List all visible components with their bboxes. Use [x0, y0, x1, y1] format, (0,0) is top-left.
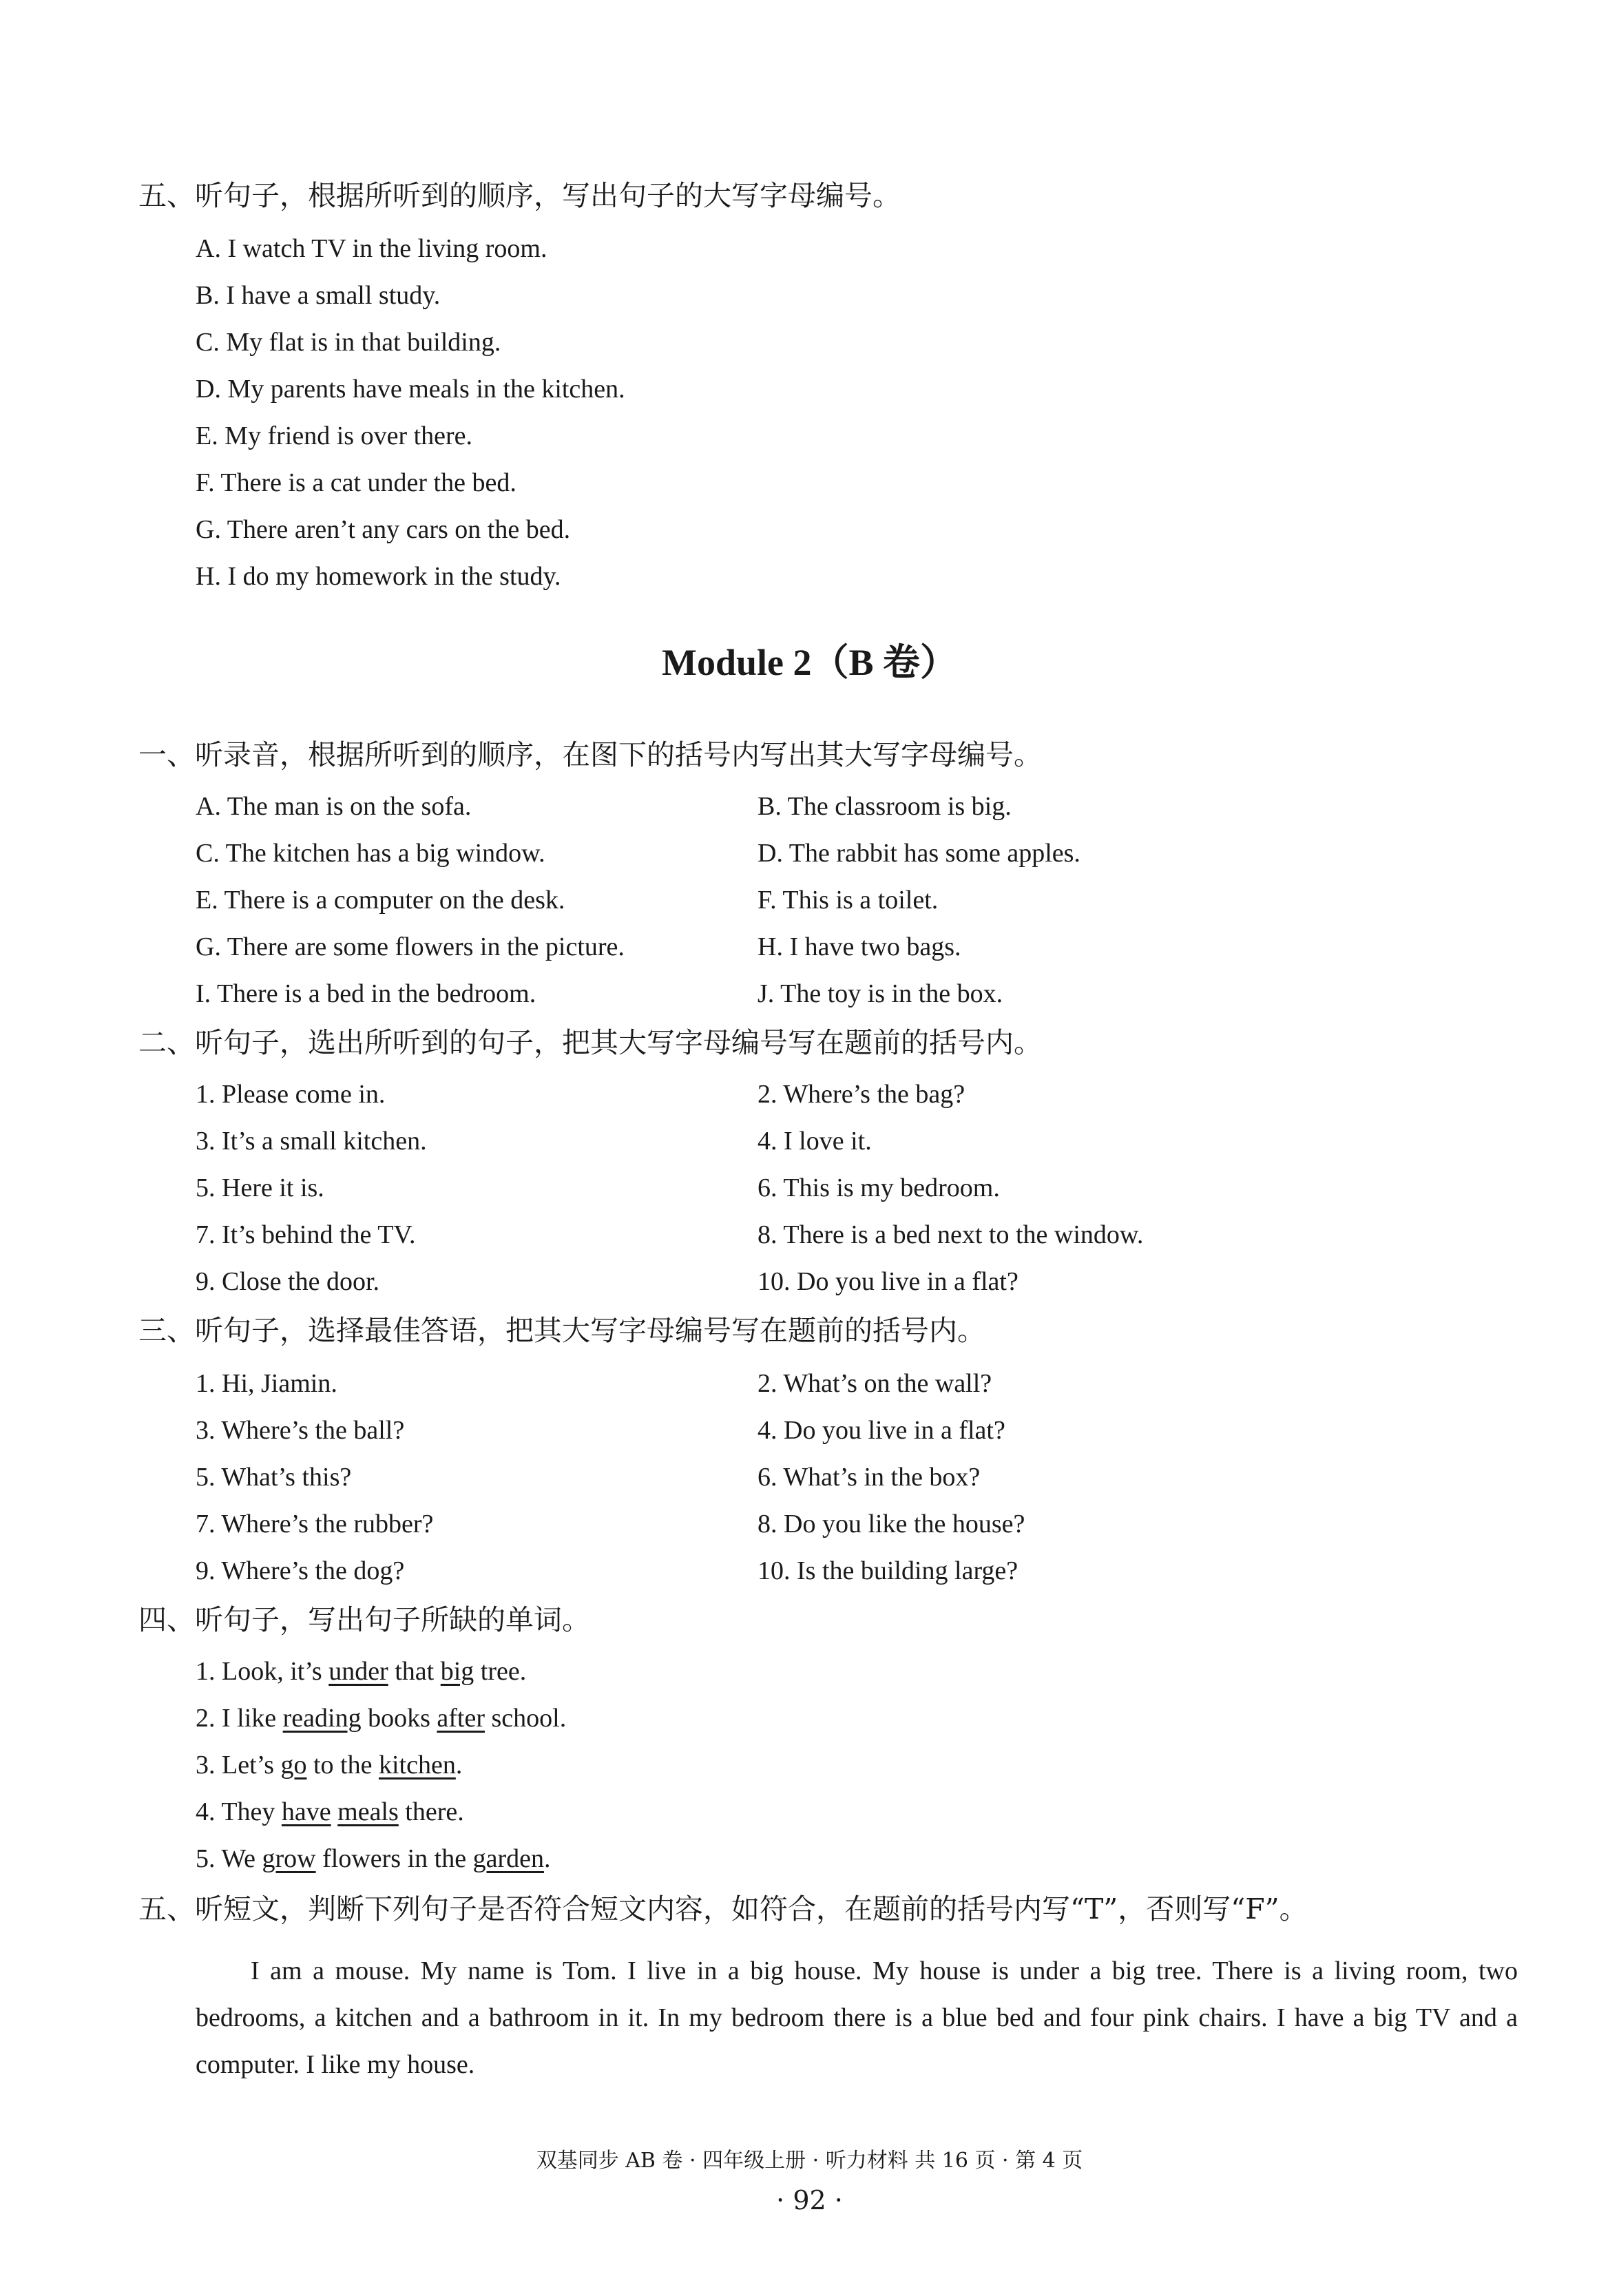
sentence-text: 5. We [196, 1844, 262, 1873]
list-item: J. The toy is in the box. [758, 979, 1003, 1008]
list-item: 8. There is a bed next to the window. [758, 1220, 1144, 1249]
filled-blank: after [437, 1704, 485, 1733]
section-heading-5a: 五、听句子，根据所听到的顺序，写出句子的大写字母编号。 [138, 179, 901, 212]
list-item: I. There is a bed in the bedroom. [196, 979, 536, 1008]
list-item: F. There is a cat under the bed. [196, 468, 516, 497]
filled-blank: garden [472, 1844, 544, 1873]
list-item: D. The rabbit has some apples. [758, 839, 1080, 868]
list-item: 5. Here it is. [196, 1173, 324, 1202]
page-number: · 92 · [776, 2185, 843, 2215]
sentence-text: tree. [474, 1657, 527, 1686]
list-item: 2. What’s on the wall? [758, 1369, 992, 1398]
list-item: 4. I love it. [758, 1127, 872, 1156]
list-item: 10. Do you live in a flat? [758, 1267, 1019, 1296]
list-item: 9. Close the door. [196, 1267, 380, 1296]
list-item: B. The classroom is big. [758, 792, 1012, 821]
filled-blank: under [328, 1657, 388, 1686]
list-item: G. There aren’t any cars on the bed. [196, 515, 571, 544]
sentence-text: there. [398, 1797, 464, 1826]
section-heading-5b: 五、听短文，判断下列句子是否符合短文内容，如符合，在题前的括号内写“T”，否则写“F”。 [138, 1892, 1308, 1925]
list-item: 5. What’s this? [196, 1463, 352, 1492]
list-item: A. I watch TV in the living room. [196, 234, 547, 263]
list-item [196, 1654, 526, 1689]
sentence-text: 4. They [196, 1797, 282, 1826]
list-item [196, 1841, 550, 1876]
list-item: 7. It’s behind the TV. [196, 1220, 416, 1249]
list-item: F. This is a toilet. [758, 886, 939, 915]
section-heading-1: 一、听录音，根据所听到的顺序，在图下的括号内写出其大写字母编号。 [138, 738, 1042, 771]
sentence-text [331, 1797, 338, 1826]
sentence-text: to the [306, 1751, 379, 1780]
list-item: 6. This is my bedroom. [758, 1173, 1000, 1202]
sentence-text: 1. Look, it’s [196, 1657, 329, 1686]
list-item: 1. Hi, Jiamin. [196, 1369, 337, 1398]
list-item: 8. Do you like the house? [758, 1510, 1025, 1538]
list-item: D. My parents have meals in the kitchen. [196, 375, 625, 404]
list-item: C. My flat is in that building. [196, 328, 501, 357]
list-item: G. There are some flowers in the picture. [196, 932, 625, 961]
list-item: 7. Where’s the rubber? [196, 1510, 434, 1538]
sentence-text: that [388, 1657, 441, 1686]
list-item: E. There is a computer on the desk. [196, 886, 565, 915]
list-item: 6. What’s in the box? [758, 1463, 981, 1492]
filled-blank: meals [337, 1797, 399, 1826]
list-item: H. I do my homework in the study. [196, 562, 561, 591]
section-heading-4: 四、听句子，写出句子所缺的单词。 [138, 1603, 590, 1636]
list-item: E. My friend is over there. [196, 421, 473, 450]
sentence-text: . [543, 1844, 551, 1873]
filled-blank: go [280, 1751, 307, 1780]
sentence-text: books [361, 1704, 437, 1733]
sentence-text: 2. I like [196, 1704, 283, 1733]
filled-blank: big [440, 1657, 474, 1686]
section-heading-3: 三、听句子，选择最佳答语，把其大写字母编号写在题前的括号内。 [138, 1314, 985, 1347]
filled-blank: have [281, 1797, 331, 1826]
section-heading-2: 二、听句子，选出所听到的句子，把其大写字母编号写在题前的括号内。 [138, 1026, 1042, 1059]
list-item: 4. Do you live in a flat? [758, 1416, 1005, 1445]
sentence-text: school. [485, 1704, 567, 1733]
page-footer: 双基同步 AB 卷 · 四年级上册 · 听力材料 共 16 页 · 第 4 页 [536, 2149, 1083, 2173]
list-item: 10. Is the building large? [758, 1556, 1019, 1585]
filled-blank: kitchen [378, 1751, 456, 1780]
passage-paragraph: I am a mouse. My name is Tom. I live in a big house. My house is under a big tree. There is a living room, two bedrooms, a kitchen and a bathroom in it. In my bedroom there is a blue bed and four pink chairs. I have a big TV and a computer. I like my house. [196, 1956, 1518, 2079]
list-item: 9. Where’s the dog? [196, 1556, 405, 1585]
list-item [196, 1701, 566, 1735]
list-item: H. I have two bags. [758, 932, 961, 961]
filled-blank: reading [282, 1704, 362, 1733]
sentence-text: flowers in the [315, 1844, 473, 1873]
list-item [196, 1748, 462, 1782]
list-item: A. The man is on the sofa. [196, 792, 472, 821]
sentence-text: 3. Let’s [196, 1751, 281, 1780]
sentence-text: . [455, 1751, 463, 1780]
module-title: Module 2（B 卷） [661, 642, 958, 683]
list-item: 1. Please come in. [196, 1080, 386, 1109]
list-item: B. I have a small study. [196, 281, 441, 310]
list-item: 3. It’s a small kitchen. [196, 1127, 427, 1156]
list-item: 2. Where’s the bag? [758, 1080, 965, 1109]
list-item: 3. Where’s the ball? [196, 1416, 405, 1445]
list-item: C. The kitchen has a big window. [196, 839, 545, 868]
filled-blank: grow [262, 1844, 316, 1873]
list-item [196, 1795, 464, 1829]
